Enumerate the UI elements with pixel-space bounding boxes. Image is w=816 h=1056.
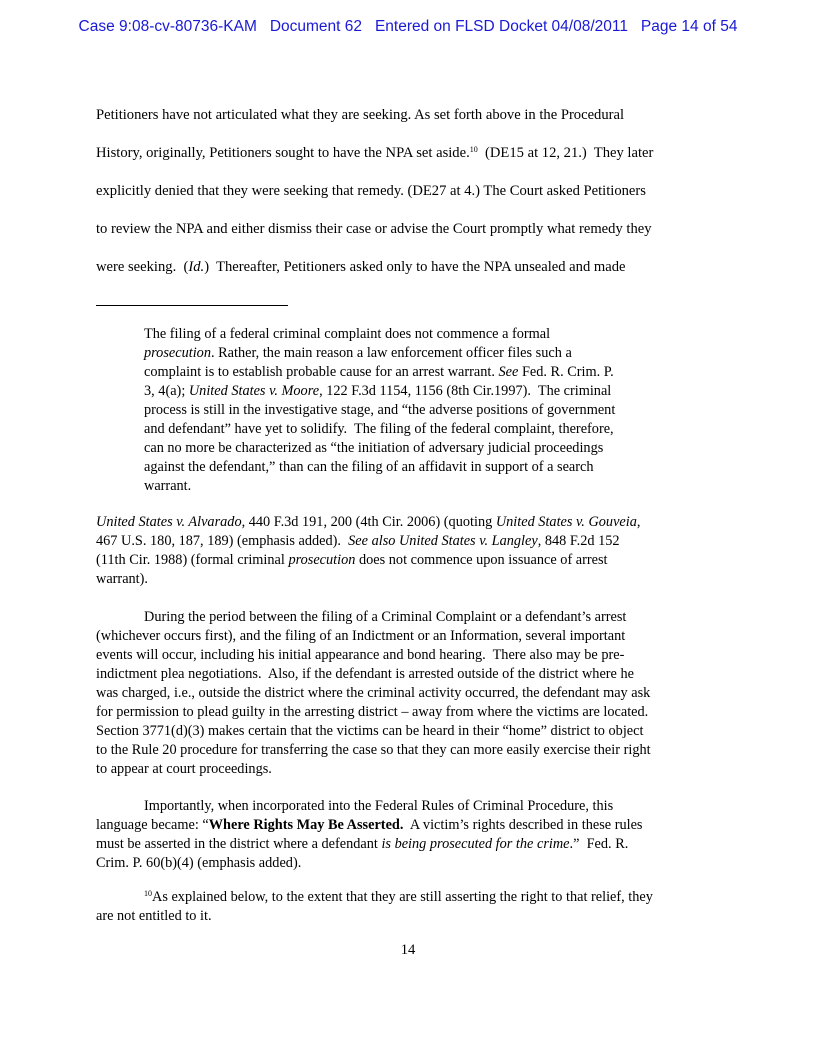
citation-paragraph	[96, 513, 718, 589]
body-line-text: ) Thereafter, Petitioners asked only to have the NPA unsealed and made	[204, 259, 626, 275]
text-run: The filing of a federal criminal complaint does not commence a formal	[144, 326, 551, 342]
text-run: During the period between the filing of a Criminal Complaint or a defendant’s arrest	[144, 609, 627, 625]
text-line	[144, 401, 704, 420]
text-run: 467 U.S. 180, 187, 189) (emphasis added).	[96, 533, 349, 549]
body-line-text: to review the NPA and either dismiss their case or advise the Court promptly what remedy they	[96, 221, 652, 237]
text-run: against the defendant,” than can the filing of an affidavit in support of a search	[144, 459, 594, 475]
text-line	[96, 816, 718, 835]
document-number: Document 62	[269, 18, 363, 35]
text-run: indictment plea negotiations. Also, if the defendant is arrested outside of the district where he	[96, 666, 634, 682]
footnote-text: As explained below, to the extent that they are still asserting the right to that relief, they	[152, 889, 653, 905]
footnote-divider	[96, 305, 288, 306]
text-line	[96, 854, 718, 873]
text-line	[96, 570, 718, 589]
text-line	[96, 835, 718, 854]
italic-run: United States v. Gouveia	[495, 514, 637, 530]
footnote-ref: 10	[469, 145, 478, 154]
text-run: (11th Cir. 1988) (formal criminal	[96, 552, 289, 568]
body-line-text: explicitly denied that they were seeking that remedy. (DE27 at 4.) The Court asked Petitioners	[96, 183, 646, 199]
text-run: warrant).	[96, 571, 148, 587]
body-line-text: (DE15 at 12, 21.) They later	[477, 145, 654, 161]
case-number: Case 9:08-cv-80736-KAM	[78, 18, 257, 35]
body-line	[96, 172, 716, 210]
docket-header	[0, 18, 816, 36]
text-line	[96, 551, 718, 570]
text-line	[144, 344, 704, 363]
text-line	[96, 760, 718, 779]
page-number: 14	[400, 942, 416, 958]
text-line	[144, 420, 704, 439]
italic-run: prosecution	[144, 345, 211, 361]
text-line	[96, 608, 718, 627]
body-line	[96, 96, 716, 134]
text-run: .” Fed. R.	[569, 836, 629, 852]
text-run: , 440 F.3d 191, 200 (4th Cir. 2006) (quoting	[241, 514, 496, 530]
body-text	[96, 96, 716, 286]
text-line	[96, 684, 718, 703]
text-run: Fed. R. Crim. P.	[518, 364, 614, 380]
page-of: Page 14 of 54	[640, 18, 738, 35]
text-run: was charged, i.e., outside the district where the criminal activity occurred, the defendant may ask	[96, 685, 651, 701]
text-run: (whichever occurs first), and the filing of an Indictment or an Information, several important	[96, 628, 626, 644]
body-line-text: Petitioners have not articulated what they are seeking. As set forth above in the Procedural	[96, 107, 625, 123]
text-run: complaint is to establish probable cause for an arrest warrant.	[144, 364, 499, 380]
bold-run: Where Rights May Be Asserted.	[208, 817, 404, 833]
italic-run: prosecution	[288, 552, 356, 568]
text-line	[144, 439, 704, 458]
text-line	[144, 458, 704, 477]
footnote-10	[96, 888, 718, 926]
text-run: process is still in the investigative stage, and “the adverse positions of government	[144, 402, 616, 418]
footnote-marker: 10	[144, 889, 152, 898]
text-run: must be asserted in the district where a defendant	[96, 836, 382, 852]
text-line	[96, 797, 718, 816]
text-run: to the Rule 20 procedure for transferring the case so that they can more easily exercise their right	[96, 742, 651, 758]
text-run: can no more be characterized as “the initiation of adversary judicial proceedings	[144, 440, 604, 456]
italic-run: See	[498, 364, 519, 380]
italic-run: United States v. Moore	[188, 383, 320, 399]
text-line	[96, 741, 718, 760]
text-line	[144, 477, 704, 496]
body-line-italic: Id.	[188, 259, 205, 275]
footnote-line	[96, 888, 718, 907]
text-line	[96, 665, 718, 684]
text-run: ,	[636, 514, 641, 530]
text-run: , 848 F.2d 152	[537, 533, 620, 549]
body-line	[96, 248, 716, 286]
docket-entry: Entered on FLSD Docket 04/08/2011	[374, 18, 628, 35]
footnote-paragraph-importantly	[96, 797, 718, 873]
body-line	[96, 134, 716, 172]
body-line	[96, 210, 716, 248]
text-run: 3, 4(a);	[144, 383, 189, 399]
footnote-paragraph-period	[96, 608, 718, 779]
text-run: for permission to plead guilty in the arresting district – away from where the victims are located.	[96, 704, 649, 720]
text-line	[96, 627, 718, 646]
text-run: to appear at court proceedings.	[96, 761, 272, 777]
text-run: Importantly, when incorporated into the Federal Rules of Criminal Procedure, this	[144, 798, 614, 814]
text-line	[96, 703, 718, 722]
block-quote	[144, 325, 704, 496]
text-line	[96, 646, 718, 665]
text-run: language became: “	[96, 817, 209, 833]
text-run: . Rather, the main reason a law enforcement officer files such a	[210, 345, 572, 361]
footnote-line: are not entitled to it.	[96, 908, 212, 924]
italic-run: is being prosecuted for the crime	[381, 836, 570, 852]
text-run: does not commence upon issuance of arrest	[355, 552, 608, 568]
text-run: Crim. P. 60(b)(4) (emphasis added).	[96, 855, 302, 871]
text-run: and defendant” have yet to solidify. The filing of the federal complaint, therefore,	[144, 421, 614, 437]
text-line	[144, 382, 704, 401]
text-run: events will occur, including his initial appearance and bond hearing. There also may be pre-	[96, 647, 625, 663]
text-run: , 122 F.3d 1154, 1156 (8th Cir.1997). The criminal	[319, 383, 612, 399]
text-line	[144, 325, 704, 344]
text-run: warrant.	[144, 478, 192, 494]
text-line	[96, 722, 718, 741]
text-line	[96, 532, 718, 551]
text-line	[144, 363, 704, 382]
italic-run: See also United States v. Langley	[348, 533, 538, 549]
body-line-text: were seeking. (	[96, 259, 189, 275]
text-run: Section 3771(d)(3) makes certain that the victims can be heard in their “home” district to object	[96, 723, 644, 739]
body-line-text: History, originally, Petitioners sought to have the NPA set aside.	[96, 145, 470, 161]
text-line	[96, 513, 718, 532]
text-run: A victim’s rights described in these rules	[403, 817, 643, 833]
italic-run: United States v. Alvarado	[96, 514, 242, 530]
